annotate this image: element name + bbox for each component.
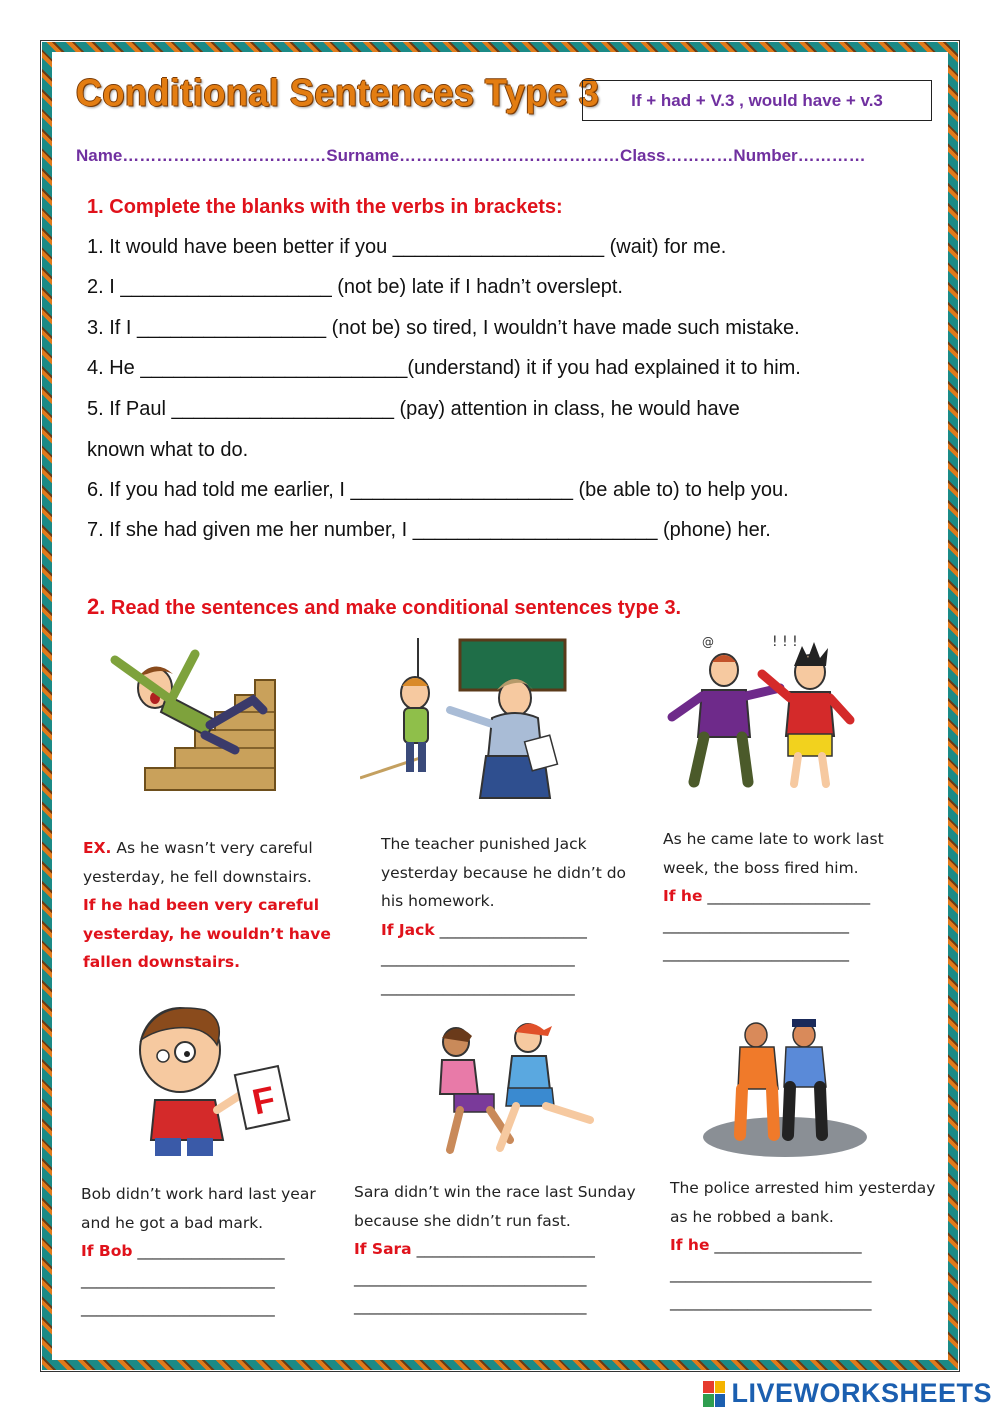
teacher-punishing-illustration	[360, 638, 570, 813]
boss-firing-illustration	[662, 632, 862, 797]
answer-blank[interactable]: _________________________	[381, 949, 575, 967]
exercise-line-2[interactable]: 2. I ___________________ (not be) late if I hadn’t overslept.	[87, 276, 623, 298]
answer-blank[interactable]: ______________________________	[354, 1268, 587, 1287]
exercise-line-4[interactable]: 4. He ________________________(understand) it if you had explained it to him.	[87, 357, 801, 379]
answer-blank[interactable]: _____________________	[707, 887, 871, 905]
formula-box: If + had + V.3 , would have + v.3	[582, 80, 932, 121]
student-info-row: Name………………………………Surname…………………………………Class…………Number…………	[76, 146, 866, 165]
brand-name[interactable]: LIVEWORKSHEETS	[731, 1378, 992, 1408]
prompt-card-bob	[81, 1180, 341, 1323]
answer-blank[interactable]: ___________________	[137, 1242, 285, 1260]
prompt-text: Sara didn’t win the race last Sunday because she didn’t run fast.	[354, 1183, 636, 1230]
prompt-text: Bob didn’t work hard last year and he got a bad mark.	[81, 1185, 316, 1232]
example-text: As he wasn’t very careful yesterday, he fell downstairs.	[83, 839, 313, 886]
race-illustration	[420, 1020, 615, 1160]
answer-blank[interactable]: ________________________	[663, 915, 849, 934]
prompt-text: The police arrested him yesterday as he robbed a bank.	[670, 1179, 936, 1226]
example-card	[83, 834, 343, 977]
answer-blank[interactable]: __________________________	[670, 1293, 872, 1311]
grade-letter: F	[248, 1077, 279, 1123]
answer-blank[interactable]: _______________________	[416, 1240, 595, 1258]
prompt-starter: If he	[670, 1236, 710, 1254]
section1-number: 1.	[87, 196, 104, 218]
svg-text:! ! !: ! ! !	[772, 634, 798, 650]
exercise-line-7[interactable]: 7. If she had given me her number, I ______________________ (phone) her.	[87, 519, 771, 541]
answer-blank[interactable]: ______________________________	[354, 1297, 587, 1315]
answer-blank[interactable]: ___________________	[439, 920, 587, 939]
liveworksheets-logo-icon	[703, 1381, 725, 1407]
answer-blank[interactable]: _________________________	[81, 1299, 275, 1317]
section2-title: Read the sentences and make conditional sentences type 3.	[110, 597, 682, 619]
falling-downstairs-illustration	[95, 640, 280, 800]
bad-mark-illustration	[125, 1000, 300, 1160]
example-answer: If he had been very careful yesterday, he wouldn’t have fallen downstairs.	[83, 896, 331, 971]
prompt-text: As he came late to work last week, the boss fired him.	[663, 830, 884, 877]
prompt-card-sara	[354, 1178, 654, 1321]
example-label: EX.	[83, 839, 112, 857]
exercise-line-6[interactable]: 6. If you had told me earlier, I ____________________ (be able to) to help you.	[87, 479, 789, 501]
prompt-starter: If he	[663, 887, 703, 905]
answer-blank[interactable]: _________________________	[381, 977, 575, 996]
arrest-illustration	[700, 1015, 870, 1160]
exercise-line-5[interactable]: 5. If Paul ____________________ (pay) attention in class, he would have	[87, 398, 740, 420]
prompt-starter: If Jack	[381, 920, 435, 939]
svg-text:@: @	[702, 635, 714, 649]
exercise-line-5-cont: known what to do.	[87, 439, 249, 461]
section2-heading	[87, 594, 681, 620]
section1-heading	[87, 196, 563, 219]
exercise-line-1[interactable]: 1. It would have been better if you ___________________ (wait) for me.	[87, 236, 727, 258]
section1-title: Complete the blanks with the verbs in brackets:	[109, 196, 563, 218]
footer-branding	[703, 1378, 992, 1409]
prompt-card-police	[670, 1174, 938, 1317]
answer-blank[interactable]: _________________________	[81, 1270, 275, 1289]
prompt-card-fired	[663, 825, 933, 968]
exercise-line-3[interactable]: 3. If I _________________ (not be) so tired, I wouldn’t have made such mistake.	[87, 317, 800, 339]
prompt-text: The teacher punished Jack yesterday because he didn’t do his homework.	[381, 835, 627, 910]
section2-number: 2.	[87, 594, 106, 619]
answer-blank[interactable]: ________________________	[663, 944, 849, 962]
prompt-starter: If Sara	[354, 1240, 412, 1258]
prompt-starter: If Bob	[81, 1242, 133, 1260]
worksheet-title: Conditional Sentences Type 3	[76, 70, 600, 114]
prompt-card-jack	[381, 830, 646, 1001]
answer-blank[interactable]: __________________________	[670, 1264, 872, 1283]
answer-blank[interactable]: ___________________	[714, 1236, 862, 1254]
